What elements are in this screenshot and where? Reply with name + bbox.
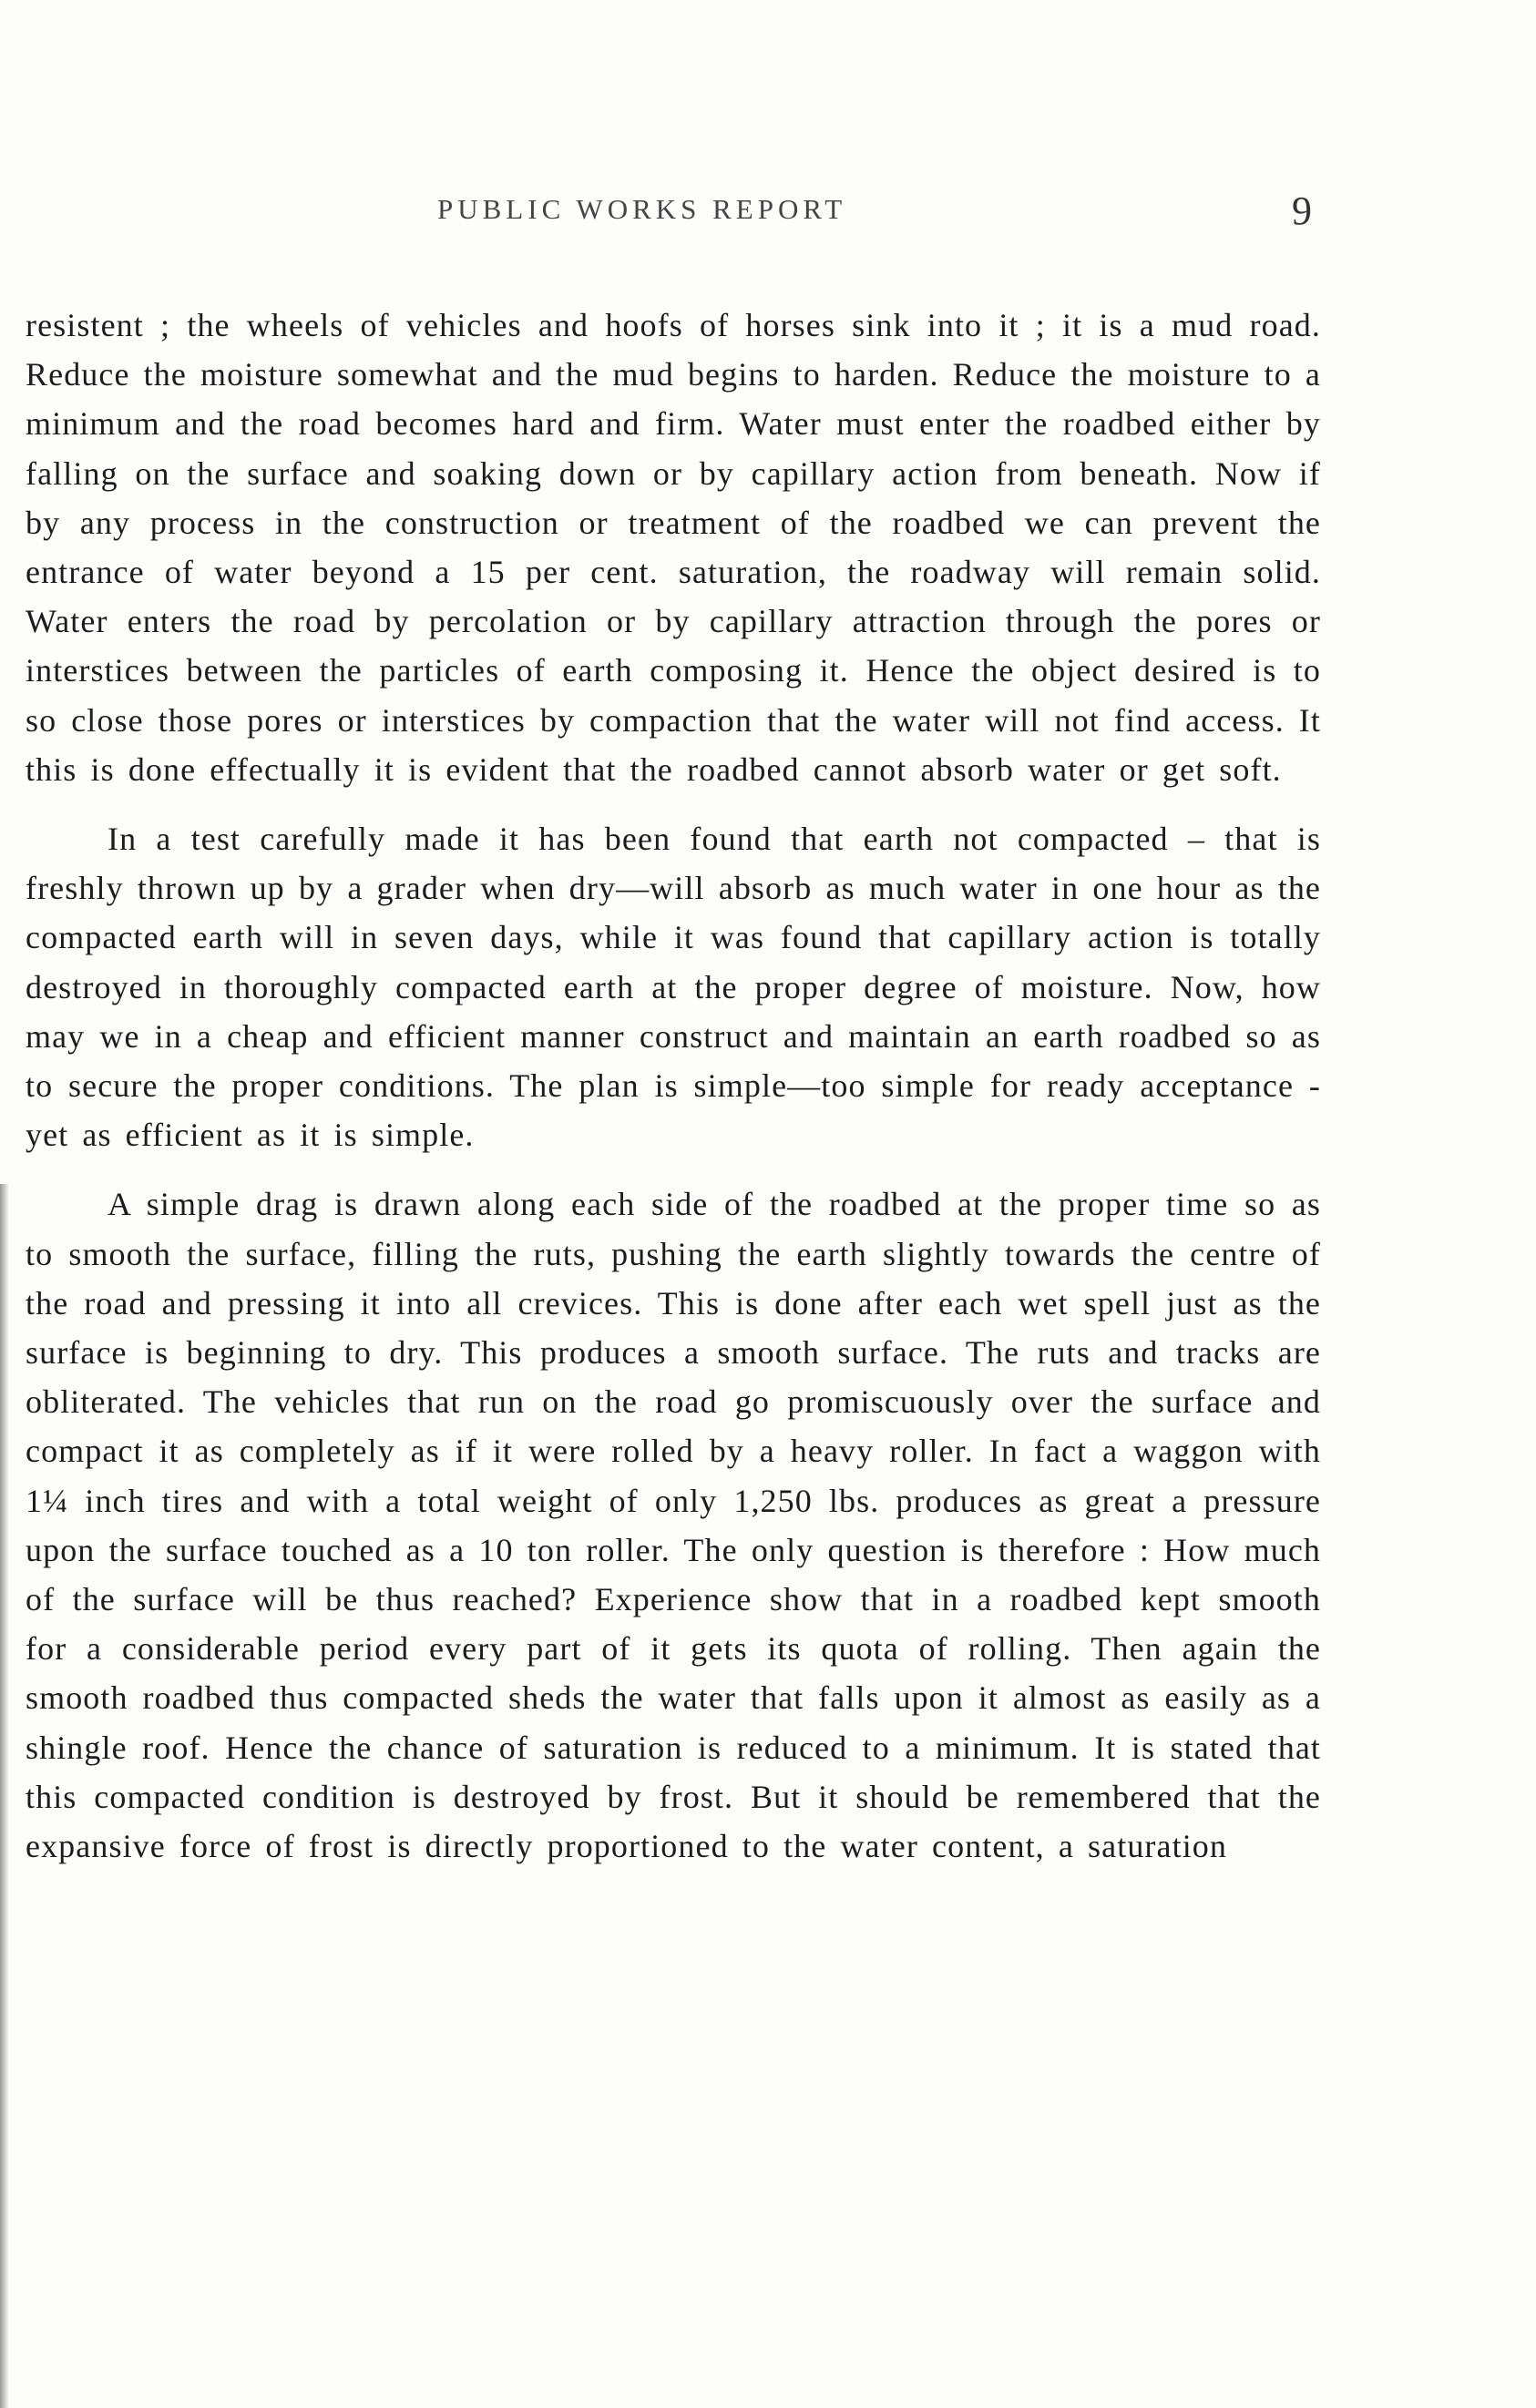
- running-header: [0, 188, 1536, 242]
- running-title: PUBLIC WORKS REPORT: [437, 193, 847, 225]
- page-edge-shadow: [0, 1184, 9, 2408]
- paragraph-1: resistent ; the wheels of vehicles and hoofs of horses sink into it ; it is a mud road. Reduce the moisture somewhat and the mud begins to harden. Reduce the moisture to a minimum and the road becomes hard and firm. Water must enter the roadbed either by falling on the surface and soaking down or by capillary action from beneath. Now if by any process in the construction or treatment of the roadbed we can prevent the entrance of water beyond a 15 per cent. saturation, the roadway will remain solid. Water enters the road by percolation or by capillary attraction through the pores or interstices between the particles of earth composing it. Hence the object desired is to so close those pores or interstices by compaction that the water will not find access. It this is done effectually it is evident that the roadbed cannot absorb water or get soft.: [26, 307, 1321, 788]
- paragraph-2: In a test carefully made it has been found that earth not compacted – that is freshly thrown up by a grader when dry—will absorb as much water in one hour as the compacted earth will in seven days, while it was found that capillary action is totally destroyed in thoroughly compacted earth at the proper degree of moisture. Now, how may we in a cheap and efficient manner construct and maintain an earth roadbed so as to secure the proper conditions. The plan is simple—too simple for ready acceptance - yet as efficient as it is simple.: [26, 821, 1321, 1154]
- body-text: [26, 301, 1321, 1871]
- page-number: 9: [1292, 189, 1312, 233]
- paragraph-3: A simple drag is drawn along each side of the roadbed at the proper time so as to smooth the surface, filling the ruts, pushing the earth slightly towards the centre of the road and pressing it into all crevices. This is done after each wet spell just as the surface is beginning to dry. This produces a smooth surface. The ruts and tracks are obliterated. The vehicles that run on the road go promiscuously over the surface and compact it as completely as if it were rolled by a heavy roller. In fact a waggon with 1¼ inch tires and with a total weight of only 1,250 lbs. produces as great a pressure upon the surface touched as a 10 ton roller. The only question is therefore : How much of the surface will be thus reached? Experience show that in a roadbed kept smooth for a considerable period every part of it gets its quota of rolling. Then again the smooth roadbed thus compacted sheds the water that falls upon it almost as easily as a shingle roof. Hence the chance of saturation is reduced to a minimum. It is stated that this compacted condition is destroyed by frost. But it should be remembered that the expansive force of frost is directly proportioned to the water content, a saturation: [26, 1186, 1321, 1865]
